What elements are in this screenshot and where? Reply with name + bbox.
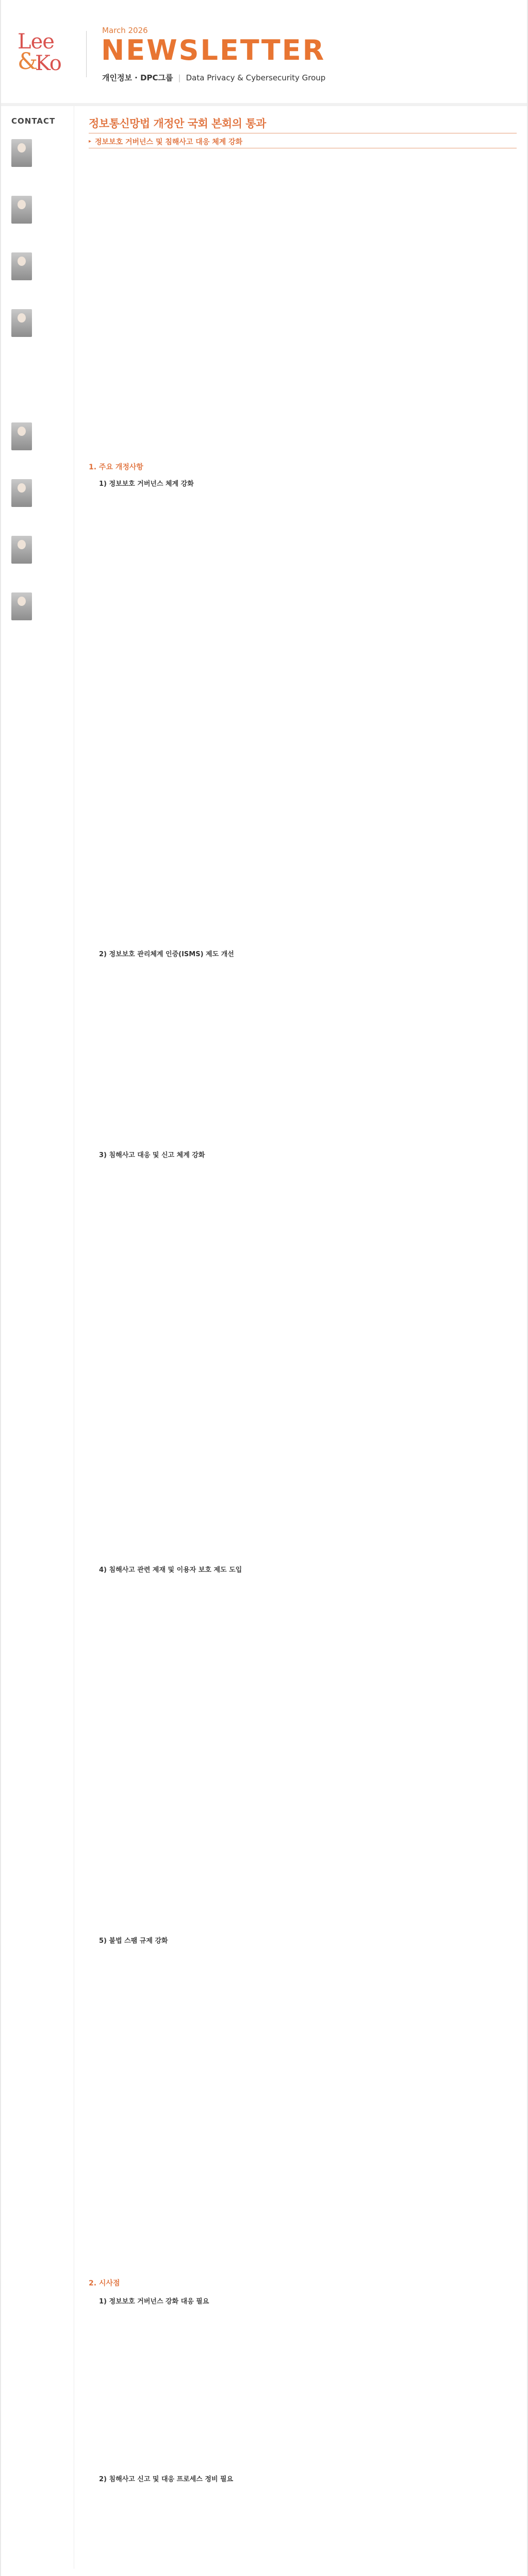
contact-photo: [11, 479, 32, 507]
group-name-separator: |: [178, 73, 181, 82]
group-name-korean: 개인정보 · DPC그룹: [102, 73, 173, 82]
masthead-band: [1, 103, 527, 106]
contact-photo: [11, 309, 32, 337]
contact-photo: [11, 252, 32, 280]
issue-date: March 2026: [102, 26, 148, 35]
newsletter-title: NEWSLETTER: [101, 34, 326, 66]
article-subtitle-bar: [89, 133, 517, 148]
subsection-governance: 1) 정보보호 거버넌스 체계 강화: [99, 480, 194, 488]
triangle-bullet-icon: ▸: [89, 139, 92, 144]
contact-card: [11, 477, 69, 533]
masthead: [1, 0, 527, 103]
group-name-english: Data Privacy & Cybersecurity Group: [186, 73, 326, 82]
newsletter-sheet: [1, 0, 527, 2576]
subsection-incident-response: 3) 침해사고 대응 및 신고 체계 강화: [99, 1151, 205, 1159]
logo-ko-text: Ko: [35, 52, 61, 75]
contact-photo: [11, 422, 32, 450]
contact-card: [11, 534, 69, 589]
contact-card: [11, 364, 69, 419]
subsection-spam: 5) 불법 스팸 규제 강화: [99, 1937, 168, 1945]
subsection-sanctions: 4) 침해사고 관련 제재 및 이용자 보호 제도 도입: [99, 1566, 242, 1574]
lee-ko-logo[interactable]: [16, 30, 71, 74]
contact-card: [11, 307, 69, 363]
contact-card: [11, 137, 69, 193]
article-subtitle: 정보보호 거버넌스 및 침해사고 대응 체계 강화: [95, 138, 243, 146]
contact-card: [11, 250, 69, 306]
contact-card: [11, 194, 69, 249]
section-heading-key-amendments: 1. 주요 개정사항: [89, 463, 143, 471]
contact-photo: [11, 139, 32, 167]
subsection-incident-process: 2) 침해사고 신고 및 대응 프로세스 정비 필요: [99, 2476, 234, 2483]
section-heading-implications: 2. 시사점: [89, 2279, 120, 2287]
contact-heading: CONTACT: [11, 116, 56, 126]
contact-card: [11, 590, 69, 646]
contact-photo: [11, 536, 32, 564]
logo-lee-text: Lee: [18, 30, 54, 54]
group-name-row: [102, 72, 325, 83]
subsection-isms: 2) 정보보호 관리체계 인증(ISMS) 제도 개선: [99, 951, 234, 958]
contact-card: [11, 420, 69, 476]
masthead-divider: [86, 31, 87, 77]
logo-ampersand: &: [18, 48, 38, 75]
contact-photo: [11, 592, 32, 620]
contact-photo: [11, 196, 32, 224]
article-title: 정보통신망법 개정안 국회 본회의 통과: [89, 117, 266, 130]
contact-sidebar: [1, 106, 74, 2569]
subsection-governance-response: 1) 정보보호 거버넌스 강화 대응 필요: [99, 2298, 209, 2306]
